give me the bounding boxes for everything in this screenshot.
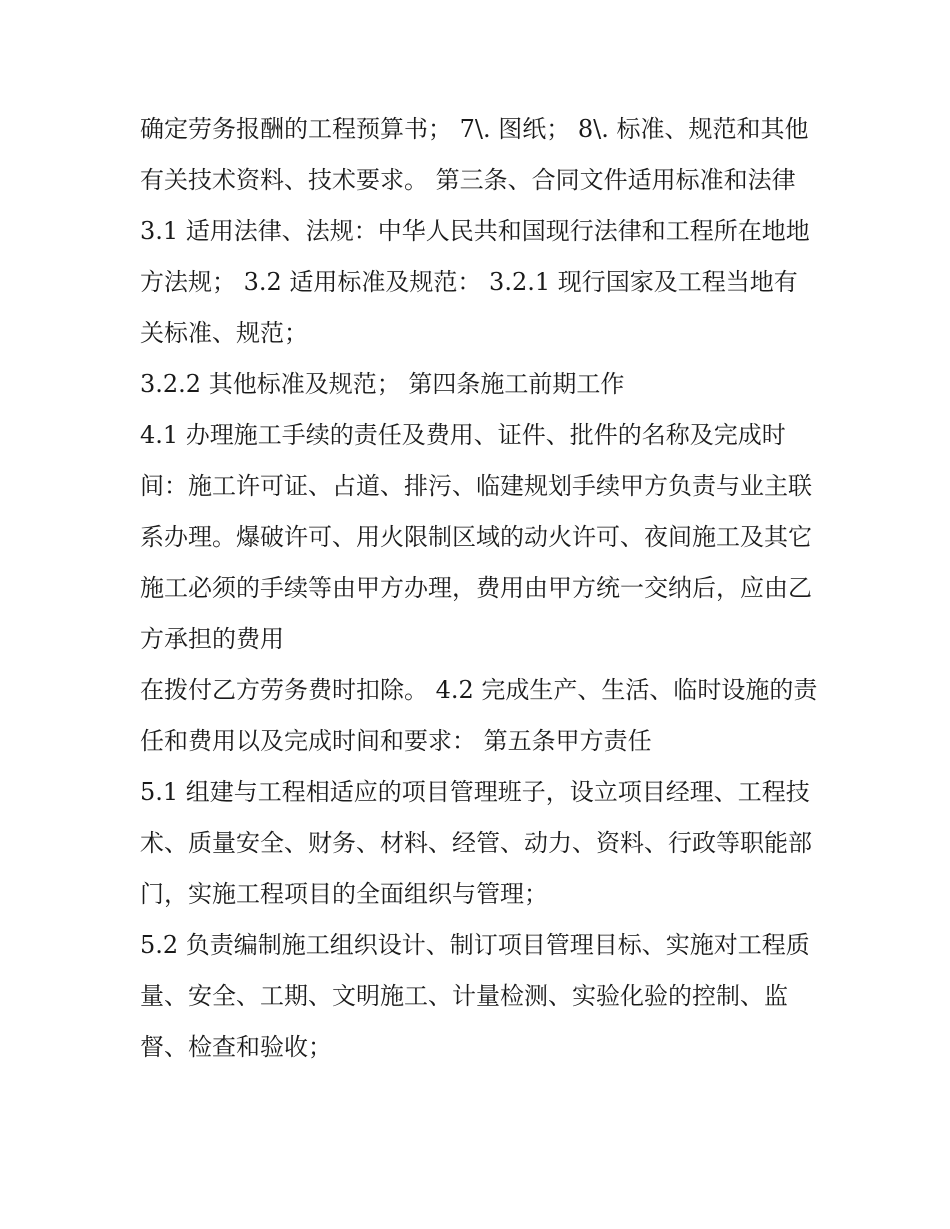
paragraph-other-standards: 3.2.2 其他标准及规范； 第四条施工前期工作 [140,370,625,398]
paragraph-construction-planning: 5.2 负责编制施工组织设计、制订项目管理目标、实施对工程质量、安全、工期、文明施工、计量检测、实验化验的控制、监督、检查和验收； [140,931,810,1061]
paragraph-fee-deduction: 在拨付乙方劳务费时扣除。 4.2 完成生产、生活、临时设施的责任和费用以及完成时间和要求： 第五条甲方责任 [140,676,818,755]
paragraph-project-management: 5.1 组建与工程相适应的项目管理班子，设立项目经理、工程技术、质量安全、财务、材料、经管、动力、资料、行政等职能部门，实施工程项目的全面组织与管理； [140,778,812,908]
paragraph-referenced-documents: 确定劳务报酬的工程预算书； 7\. 图纸； 8\. 标准、规范和其他有关技术资料、技术要求。 第三条、合同文件适用标准和法律 [140,115,809,194]
paragraph-construction-permits: 4.1 办理施工手续的责任及费用、证件、批件的名称及完成时间：施工许可证、占道、排污、临建规划手续甲方负责与业主联系办理。爆破许可、用火限制区域的动火许可、夜间施工及其它施工必须的手续等由甲方办理，费用由甲方统一交纳后，应由乙方承担的费用 [140,421,812,653]
document-body [140,104,820,1073]
paragraph-applicable-laws: 3.1 适用法律、法规：中华人民共和国现行法律和工程所在地地方法规； 3.2 适用标准及规范： 3.2.1 现行国家及工程当地有关标准、规范； [140,217,810,347]
